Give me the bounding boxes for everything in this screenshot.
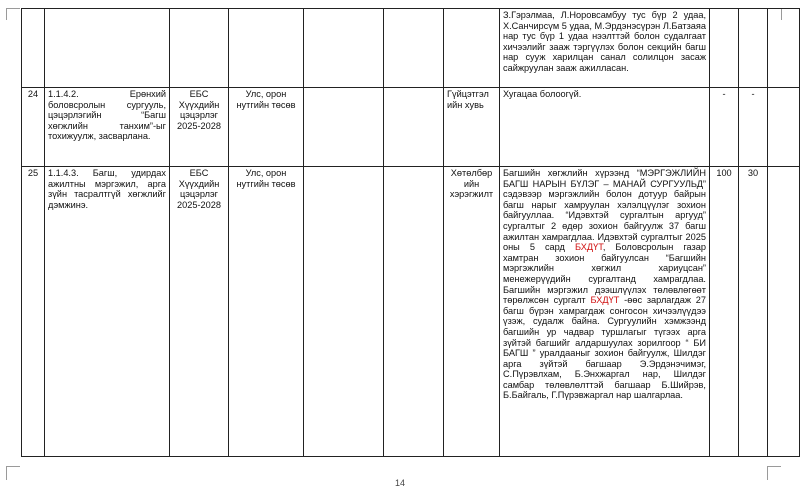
progress-text: Багшийн хөгжлийн хүрээнд “МЭРГЭЖЛИЙН БАГШ НАРЫН БҮЛЭГ – МАНАЙ СУРГУУЛЬД” сэдэвээр мэргэжлийн болон дотуур байрын багш нарыг хамруулан хэлэлцүүлэг зохион байгууллаа. “Идэвхтэй сургалтын аргууд” сургалтыг 2 өдөр зохион байгуулж 37 багш ажилтан хамрагдлаа. Идэвхтэй сургалтыг 2025 оны 5 сард (503, 168, 706, 253)
score-cell: - (739, 88, 768, 167)
source-cell (170, 9, 229, 88)
empty-cell (304, 9, 384, 88)
indicator-cell: Гүйцэтгэл ийн хувь (444, 88, 500, 167)
highlight-term: БХДҮТ (590, 295, 620, 306)
indicator-cell (444, 9, 500, 88)
empty-cell (384, 9, 444, 88)
row-number (22, 9, 45, 88)
empty-cell (384, 88, 444, 167)
score-cell: 100 (710, 167, 739, 457)
progress-text: , Боловсролын газар хамтран зохион байгуулсан “Багшийн мэргэжлийн хөгжил хариуцсан” менежерүүдийн сургалтанд хамрагдлаа. Багшийн мэргэжил дээшлүүлэх төлөвлөгөөт төрөлжсөн сургалт (503, 242, 706, 306)
empty-cell (304, 88, 384, 167)
page-number: 14 (394, 478, 405, 488)
source-cell: ЕБС Хүүхдийн цэцэрлэг 2025-2028 (170, 167, 229, 457)
budget-cell: Улс, орон нутгийн төсөв (229, 88, 304, 167)
score-cell: 30 (739, 167, 768, 457)
crop-mark-top-left-h (6, 8, 20, 9)
empty-cell (768, 88, 800, 167)
progress-cell: Хугацаа болоогүй. (500, 88, 710, 167)
budget-cell (229, 9, 304, 88)
empty-cell (384, 167, 444, 457)
table-row (22, 9, 800, 88)
empty-cell (768, 9, 800, 88)
crop-mark-bottom-left-h (6, 466, 20, 467)
progress-text: -өөс зарлагдаж 27 багш бүрэн хамрагдаж сонгосон хичээлүүдээ үзэж, судалж байна. Сургуулийн хэмжээнд багшийн ур чадвар туршлагыг түгээх арга зүйтэй багшийг алдаршуулах зорилгоор “ БИ БАГШ ” уралдааныг зохион байгуулж, Шилдэг арга зүйтэй багшаар Э.Эрдэнэчимэг, С.Пүрэвлхам, Б.Энхжаргал нар, Шилдэг самбар төлөвлөлттэй багшаар Б.Шийрэв, Б.Байгаль, Г.Пүрэвжаргал нар шалгарлаа. (503, 295, 706, 401)
progress-cell: З.Гэрэлмаа, Л.Норовсамбуу тус бүр 2 удаа, Х.Санчирсүм 5 удаа, М.Эрдэнэсүрэн Л.Батзаяа нар тус бүр 1 удаа нээлттэй болон судалгаат хичээлийг зааж тэргүүлэх болон секцийн багш нар сууж харилцан санал солилцон засаж сайжруулан зааж ажилласан. (500, 9, 710, 88)
activity-cell: 1.1.4.3. Багш, удирдах ажилтны мэргэжил, арга зүйн тасралтгүй хөгжлийг дэмжинэ. (45, 167, 170, 457)
empty-cell (768, 167, 800, 457)
table-row (22, 88, 800, 167)
crop-mark-top-left (6, 8, 7, 20)
table-row (22, 167, 800, 457)
progress-cell (500, 167, 710, 457)
row-number: 25 (22, 167, 45, 457)
highlight-term: БХДҮТ (574, 242, 603, 253)
activity-cell (45, 9, 170, 88)
plan-table (21, 8, 800, 457)
row-number: 24 (22, 88, 45, 167)
budget-cell: Улс, орон нутгийн төсөв (229, 167, 304, 457)
score-cell (739, 9, 768, 88)
empty-cell (304, 167, 384, 457)
crop-mark-bottom-right-h (767, 466, 781, 467)
activity-cell: 1.1.4.2. Ерөнхий боловсролын сургууль, цэцэрлэгийн “Багш хөгжлийн танхим”-ыг тохижуулж, засварлана. (45, 88, 170, 167)
score-cell: - (710, 88, 739, 167)
indicator-cell: Хөтөлбөр ийн хэрэгжилт (444, 167, 500, 457)
source-cell: ЕБС Хүүхдийн цэцэрлэг 2025-2028 (170, 88, 229, 167)
score-cell (710, 9, 739, 88)
